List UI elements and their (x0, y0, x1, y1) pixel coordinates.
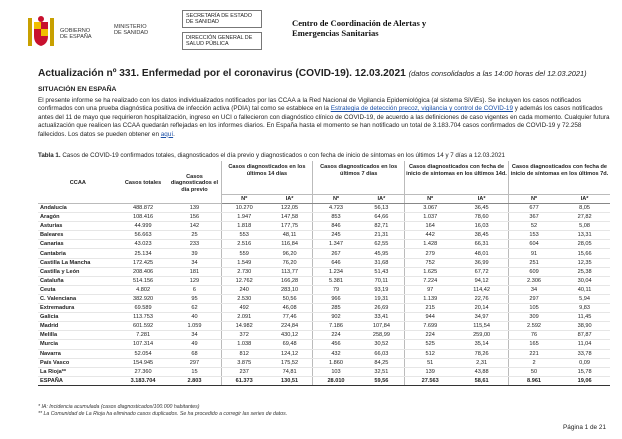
region-cell: Asturias (38, 222, 118, 231)
value-cell: 233 (168, 240, 221, 249)
subheader-ia: IA* (267, 195, 313, 204)
header-total: Casos totales (118, 161, 169, 204)
region-cell: Ceuta (38, 285, 118, 294)
value-cell: 181 (168, 267, 221, 276)
header-14-days: Casos diagnosticados en los últimos 14 días (221, 161, 313, 195)
value-cell: 309 (508, 313, 559, 322)
value-cell: 165 (508, 340, 559, 349)
direccion-box: DIRECCIÓN GENERAL DE SALUD PÚBLICA (182, 32, 262, 50)
value-cell: 2.091 (221, 313, 267, 322)
value-cell: 172.425 (118, 258, 169, 267)
subheader-n: Nº (313, 195, 359, 204)
value-cell: 1.818 (221, 222, 267, 231)
value-cell: 9,83 (559, 304, 610, 313)
value-cell: 58,61 (455, 376, 508, 385)
value-cell: 22,76 (455, 294, 508, 303)
value-cell: 51 (405, 358, 456, 367)
value-cell: 34,97 (455, 313, 508, 322)
value-cell: 488.872 (118, 204, 169, 213)
region-cell: Cataluña (38, 276, 118, 285)
value-cell: 33,78 (559, 349, 610, 358)
value-cell: 237 (221, 367, 267, 376)
value-cell: 50,56 (267, 294, 313, 303)
value-cell: 51,43 (359, 267, 405, 276)
region-cell: Galicia (38, 313, 118, 322)
region-cell: Andalucía (38, 204, 118, 213)
value-cell: 11,04 (559, 340, 610, 349)
value-cell: 853 (313, 213, 359, 222)
value-cell: 646 (313, 258, 359, 267)
value-cell: 27.563 (405, 376, 456, 385)
value-cell: 25 (168, 231, 221, 240)
value-cell: 251 (508, 258, 559, 267)
value-cell: 525 (405, 340, 456, 349)
value-cell: 944 (405, 313, 456, 322)
value-cell: 283,10 (267, 285, 313, 294)
value-cell: 224 (405, 331, 456, 340)
note-ia: * IA: Incidencia acumulada (casos diagnosticados/100.000 habitantes) (38, 404, 200, 410)
value-cell: 56.663 (118, 231, 169, 240)
value-cell: 175,52 (267, 358, 313, 367)
table-row (38, 340, 610, 349)
value-cell: 4.723 (313, 204, 359, 213)
value-cell: 15,66 (559, 249, 610, 258)
value-cell: 4.802 (118, 285, 169, 294)
header-symptoms-7d: Casos diagnosticados con fecha de inicio de síntomas en los últimos 7d. (508, 161, 610, 195)
value-cell: 30,04 (559, 276, 610, 285)
intro-text-1: El presente informe se ha realizado con los datos individualizados notificados por las CCAA a la Red Nacional de Vigilancia Epidemiológica (al sistema SiViEs). Se incluyen los casos notificados confirmados con una prueba diagnóstica positiva de infección activa (PDIA) tal como se establece en la (38, 97, 582, 113)
table-row (38, 231, 610, 240)
subheader-n: Nº (508, 195, 559, 204)
value-cell: 40,11 (559, 285, 610, 294)
value-cell: 2 (508, 358, 559, 367)
value-cell: 215 (405, 304, 456, 313)
value-cell: 2,31 (455, 358, 508, 367)
value-cell: 7.186 (313, 322, 359, 331)
value-cell: 56,13 (359, 204, 405, 213)
value-cell: 115,54 (455, 322, 508, 331)
value-cell: 91 (508, 249, 559, 258)
value-cell: 48,11 (267, 231, 313, 240)
value-cell: 78,60 (455, 213, 508, 222)
value-cell: 87,87 (559, 331, 610, 340)
value-cell: 62,55 (359, 240, 405, 249)
value-cell: 67,72 (455, 267, 508, 276)
value-cell: 11,45 (559, 313, 610, 322)
value-cell: 245 (313, 231, 359, 240)
page-number: Página 1 de 21 (563, 424, 606, 431)
value-cell: 103 (313, 367, 359, 376)
value-cell: 43.023 (118, 240, 169, 249)
value-cell: 15,78 (559, 367, 610, 376)
value-cell: 52.054 (118, 349, 169, 358)
value-cell: 7.224 (405, 276, 456, 285)
table-caption-label: Tabla 1. (38, 152, 61, 159)
title-note: (datos consolidados a las 14:00 horas del 12.03.2021) (408, 69, 587, 78)
value-cell: 27.360 (118, 367, 169, 376)
value-cell: 267 (313, 249, 359, 258)
value-cell: 19,31 (359, 294, 405, 303)
value-cell: 38,45 (455, 231, 508, 240)
value-cell: 39 (168, 249, 221, 258)
value-cell: 154.945 (118, 358, 169, 367)
value-cell: 7.699 (405, 322, 456, 331)
region-cell: C. Valenciana (38, 294, 118, 303)
region-cell: La Rioja** (38, 367, 118, 376)
value-cell: 2.730 (221, 267, 267, 276)
table-row (38, 331, 610, 340)
value-cell: 82,71 (359, 222, 405, 231)
table-row (38, 258, 610, 267)
value-cell: 122,05 (267, 204, 313, 213)
value-cell: 5,94 (559, 294, 610, 303)
value-cell: 432 (313, 349, 359, 358)
value-cell: 32,51 (359, 367, 405, 376)
value-cell: 139 (168, 204, 221, 213)
value-cell: 62 (168, 304, 221, 313)
document-header (22, 8, 612, 56)
value-cell: 16,03 (455, 222, 508, 231)
table-row (38, 285, 610, 294)
table-row (38, 267, 610, 276)
value-cell: 107.314 (118, 340, 169, 349)
value-cell: 45,95 (359, 249, 405, 258)
data-link[interactable]: aquí (160, 130, 174, 138)
value-cell: 8,05 (559, 204, 610, 213)
value-cell: 97 (405, 285, 456, 294)
subheader-n: Nº (405, 195, 456, 204)
region-cell: Castilla La Mancha (38, 258, 118, 267)
value-cell: 142 (168, 222, 221, 231)
value-cell: 208.406 (118, 267, 169, 276)
value-cell: 77,46 (267, 313, 313, 322)
value-cell: 35,14 (455, 340, 508, 349)
value-cell: 442 (405, 231, 456, 240)
value-cell: 559 (221, 249, 267, 258)
value-cell: 752 (405, 258, 456, 267)
value-cell: 966 (313, 294, 359, 303)
table-row (38, 313, 610, 322)
region-cell: Aragón (38, 213, 118, 222)
region-cell: Navarra (38, 349, 118, 358)
value-cell: 68 (168, 349, 221, 358)
value-cell: 129 (168, 276, 221, 285)
value-cell: 512 (405, 349, 456, 358)
coat-of-arms-icon (26, 14, 56, 50)
value-cell: 258,99 (359, 331, 405, 340)
value-cell: 279 (405, 249, 456, 258)
value-cell: 96,20 (267, 249, 313, 258)
value-cell: 84,25 (359, 358, 405, 367)
value-cell: 114,42 (455, 285, 508, 294)
table-total-row (38, 376, 610, 385)
title-text: Actualización nº 331. Enfermedad por el coronavirus (COVID-19). 12.03.2021 (38, 68, 406, 79)
value-cell: 1.549 (221, 258, 267, 267)
region-cell: País Vasco (38, 358, 118, 367)
value-cell: 430,12 (267, 331, 313, 340)
value-cell: 297 (508, 294, 559, 303)
note-rioja: ** La Comunidad de La Rioja ha eliminado casos duplicados. Se ha procedido a corregir las series de datos. (38, 410, 288, 417)
value-cell: 28,05 (559, 240, 610, 249)
table-notes (38, 404, 287, 417)
table-row (38, 204, 610, 213)
region-cell: Cantabria (38, 249, 118, 258)
table-row (38, 358, 610, 367)
value-cell: 1.947 (221, 213, 267, 222)
value-cell: 36,45 (455, 204, 508, 213)
value-cell: 902 (313, 313, 359, 322)
table-row (38, 213, 610, 222)
value-cell: 44.999 (118, 222, 169, 231)
value-cell: 166,28 (267, 276, 313, 285)
region-cell: Murcia (38, 340, 118, 349)
value-cell: 14.982 (221, 322, 267, 331)
table-row (38, 294, 610, 303)
value-cell: 382.920 (118, 294, 169, 303)
intro-paragraph (38, 97, 610, 139)
value-cell: 8.961 (508, 376, 559, 385)
value-cell: 224 (313, 331, 359, 340)
value-cell: 677 (508, 204, 559, 213)
value-cell: 52 (508, 222, 559, 231)
value-cell: 1.038 (221, 340, 267, 349)
region-cell: Extremadura (38, 304, 118, 313)
value-cell: 259,00 (455, 331, 508, 340)
value-cell: 21,31 (359, 231, 405, 240)
value-cell: 7.281 (118, 331, 169, 340)
value-cell: 2.306 (508, 276, 559, 285)
table-caption-text: Casos de COVID-19 confirmados totales, diagnosticados el día previo y diagnosticados o con fecha de inicio de síntomas en los últimos 14 y 7 días a 12.03.2021 (60, 152, 505, 159)
value-cell: 34 (168, 331, 221, 340)
value-cell: 2.592 (508, 322, 559, 331)
page-title (38, 68, 587, 79)
value-cell: 78,26 (455, 349, 508, 358)
region-cell: Castilla y León (38, 267, 118, 276)
value-cell: 66,31 (455, 240, 508, 249)
value-cell: 1.234 (313, 267, 359, 276)
value-cell: 61.373 (221, 376, 267, 385)
value-cell: 48,01 (455, 249, 508, 258)
value-cell: 1.059 (168, 322, 221, 331)
value-cell: 10.270 (221, 204, 267, 213)
value-cell: 40 (168, 313, 221, 322)
table-row (38, 240, 610, 249)
value-cell: 79 (313, 285, 359, 294)
region-cell: Melilla (38, 331, 118, 340)
value-cell: 30,52 (359, 340, 405, 349)
value-cell: 5.381 (313, 276, 359, 285)
region-cell: Baleares (38, 231, 118, 240)
value-cell: 124,12 (267, 349, 313, 358)
strategy-link[interactable]: Estrategia de detección precoz, vigilancia y control de COVID-19 (330, 105, 513, 113)
value-cell: 156 (168, 213, 221, 222)
value-cell: 50 (508, 367, 559, 376)
value-cell: 13,31 (559, 231, 610, 240)
value-cell: 177,75 (267, 222, 313, 231)
value-cell: 2.803 (168, 376, 221, 385)
value-cell: 2.516 (221, 240, 267, 249)
value-cell: 12,35 (559, 258, 610, 267)
value-cell: 5,08 (559, 222, 610, 231)
value-cell: 456 (313, 340, 359, 349)
value-cell: 43,88 (455, 367, 508, 376)
value-cell: 6 (168, 285, 221, 294)
value-cell: 59,56 (359, 376, 405, 385)
value-cell: 0,09 (559, 358, 610, 367)
value-cell: 95 (168, 294, 221, 303)
value-cell: 812 (221, 349, 267, 358)
table-row (38, 276, 610, 285)
subheader-n: Nº (221, 195, 267, 204)
value-cell: 153 (508, 231, 559, 240)
value-cell: 15 (168, 367, 221, 376)
table-row (38, 349, 610, 358)
secretaria-box: SECRETARÍA DE ESTADO DE SANIDAD (182, 10, 262, 28)
value-cell: 38,90 (559, 322, 610, 331)
value-cell: 28.010 (313, 376, 359, 385)
value-cell: 20,14 (455, 304, 508, 313)
value-cell: 69,48 (267, 340, 313, 349)
value-cell: 3.183.704 (118, 376, 169, 385)
value-cell: 49 (168, 340, 221, 349)
header-7-days: Casos diagnosticados en los últimos 7 días (313, 161, 405, 195)
value-cell: 26,69 (359, 304, 405, 313)
value-cell: 69.589 (118, 304, 169, 313)
value-cell: 139 (405, 367, 456, 376)
table-row (38, 249, 610, 258)
table-row (38, 304, 610, 313)
table-caption (38, 152, 505, 159)
subheader-ia: IA* (455, 195, 508, 204)
value-cell: 113.753 (118, 313, 169, 322)
value-cell: 224,84 (267, 322, 313, 331)
region-cell: Canarias (38, 240, 118, 249)
value-cell: 113,77 (267, 267, 313, 276)
government-logo (26, 12, 118, 54)
value-cell: 105 (508, 304, 559, 313)
government-label: GOBIERNO DE ESPAÑA (60, 28, 92, 41)
value-cell: 2.530 (221, 294, 267, 303)
value-cell: 3.875 (221, 358, 267, 367)
value-cell: 25,38 (559, 267, 610, 276)
value-cell: 66,03 (359, 349, 405, 358)
value-cell: 46,08 (267, 304, 313, 313)
region-cell: ESPAÑA (38, 376, 118, 385)
value-cell: 492 (221, 304, 267, 313)
value-cell: 36,99 (455, 258, 508, 267)
value-cell: 553 (221, 231, 267, 240)
value-cell: 108.416 (118, 213, 169, 222)
value-cell: 601.592 (118, 322, 169, 331)
header-symptoms-14d: Casos diagnosticados con fecha de inicio de síntomas en los últimos 14d. (405, 161, 509, 195)
value-cell: 130,51 (267, 376, 313, 385)
table-row (38, 367, 610, 376)
value-cell: 221 (508, 349, 559, 358)
value-cell: 367 (508, 213, 559, 222)
value-cell: 3.067 (405, 204, 456, 213)
value-cell: 31,68 (359, 258, 405, 267)
value-cell: 116,84 (267, 240, 313, 249)
value-cell: 25.134 (118, 249, 169, 258)
header-ccaa: CCAA (38, 161, 118, 204)
header-prev-day: Casos diagnosticados el día previo (168, 161, 221, 204)
value-cell: 94,12 (455, 276, 508, 285)
value-cell: 164 (405, 222, 456, 231)
intro-text-end: . (173, 130, 175, 138)
value-cell: 107,84 (359, 322, 405, 331)
value-cell: 12.762 (221, 276, 267, 285)
value-cell: 297 (168, 358, 221, 367)
subheader-ia: IA* (559, 195, 610, 204)
table-row (38, 322, 610, 331)
value-cell: 147,58 (267, 213, 313, 222)
region-cell: Madrid (38, 322, 118, 331)
value-cell: 240 (221, 285, 267, 294)
value-cell: 846 (313, 222, 359, 231)
subheader-ia: IA* (359, 195, 405, 204)
value-cell: 1.347 (313, 240, 359, 249)
center-name: Centro de Coordinación de Alertas y Emergencias Sanitarias (292, 18, 427, 38)
covid-cases-table (38, 161, 610, 386)
table-body (38, 204, 610, 386)
value-cell: 70,11 (359, 276, 405, 285)
value-cell: 1.037 (405, 213, 456, 222)
value-cell: 34 (168, 258, 221, 267)
value-cell: 1.139 (405, 294, 456, 303)
value-cell: 609 (508, 267, 559, 276)
value-cell: 514.156 (118, 276, 169, 285)
intro-text-2: y además los casos notificados antes del 11 de mayo que requirieron hospitalización, ingreso en UCI o fallecieron con diagnóstico clínico de COVID-19, de acuerdo a las definiciones de caso vigentes en cada momento. Cualquier futura actualización que realicen las CCAA quedarán reflejadas en los informes diarios. En España hasta el momento se han notificado un total de 3.183.704 casos confirmados de COVID-19 y 72.258 fallecidos. Los datos se pueden obtener en (38, 105, 610, 138)
value-cell: 372 (221, 331, 267, 340)
table-row (38, 222, 610, 231)
value-cell: 1.860 (313, 358, 359, 367)
ministry-label: MINISTERIO DE SANIDAD (114, 24, 149, 37)
value-cell: 19,06 (559, 376, 610, 385)
section-heading: SITUACIÓN EN ESPAÑA (38, 86, 117, 93)
value-cell: 64,66 (359, 213, 405, 222)
value-cell: 93,19 (359, 285, 405, 294)
value-cell: 76,20 (267, 258, 313, 267)
value-cell: 604 (508, 240, 559, 249)
value-cell: 285 (313, 304, 359, 313)
value-cell: 34 (508, 285, 559, 294)
value-cell: 76 (508, 331, 559, 340)
value-cell: 27,82 (559, 213, 610, 222)
value-cell: 33,41 (359, 313, 405, 322)
value-cell: 1.625 (405, 267, 456, 276)
value-cell: 74,81 (267, 367, 313, 376)
value-cell: 1.428 (405, 240, 456, 249)
